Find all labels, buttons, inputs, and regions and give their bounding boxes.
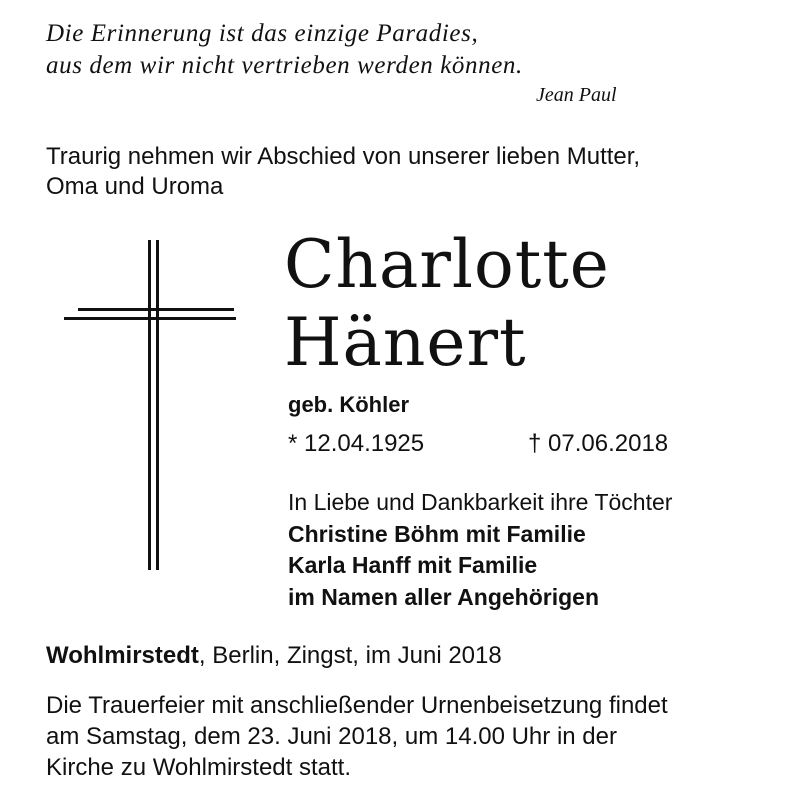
deceased-name	[284, 226, 610, 382]
intro-text	[46, 142, 640, 202]
mourners	[288, 487, 672, 613]
quote-line: Die Erinnerung ist das einzige Paradies,	[46, 20, 479, 47]
last-name: Hänert	[284, 304, 527, 381]
first-name: Charlotte	[284, 226, 610, 303]
intro-line: Traurig nehmen wir Abschied von unserer lieben Mutter,	[46, 143, 641, 170]
quote-author: Jean Paul	[536, 84, 617, 106]
birth-date: * 12.04.1925	[288, 430, 425, 457]
mourner-name: Karla Hanff mit Familie	[288, 552, 538, 578]
place-date-line	[46, 642, 502, 670]
death-date: † 07.06.2018	[528, 430, 669, 457]
mourner-name: im Namen aller Angehörigen	[288, 583, 599, 610]
cross-icon	[64, 240, 236, 570]
quote-line: aus dem wir nicht vertrieben werden können.	[46, 52, 523, 79]
mourners-intro: In Liebe und Dankbarkeit ihre Töchter	[288, 489, 673, 515]
maiden-name: geb. Köhler	[288, 392, 410, 417]
service-line: Die Trauerfeier mit anschließender Urnenbeisetzung findet	[46, 692, 668, 719]
quote	[46, 18, 523, 82]
service-line: Kirche zu Wohlmirstedt statt.	[46, 754, 351, 781]
mourner-name: Christine Böhm mit Familie	[288, 520, 586, 547]
primary-place: Wohlmirstedt	[46, 642, 199, 669]
intro-line: Oma und Uroma	[46, 173, 224, 200]
other-places: , Berlin, Zingst, im Juni 2018	[198, 642, 502, 669]
service-line: am Samstag, dem 23. Juni 2018, um 14.00 Uhr in der	[46, 723, 617, 750]
service-info	[46, 690, 668, 783]
